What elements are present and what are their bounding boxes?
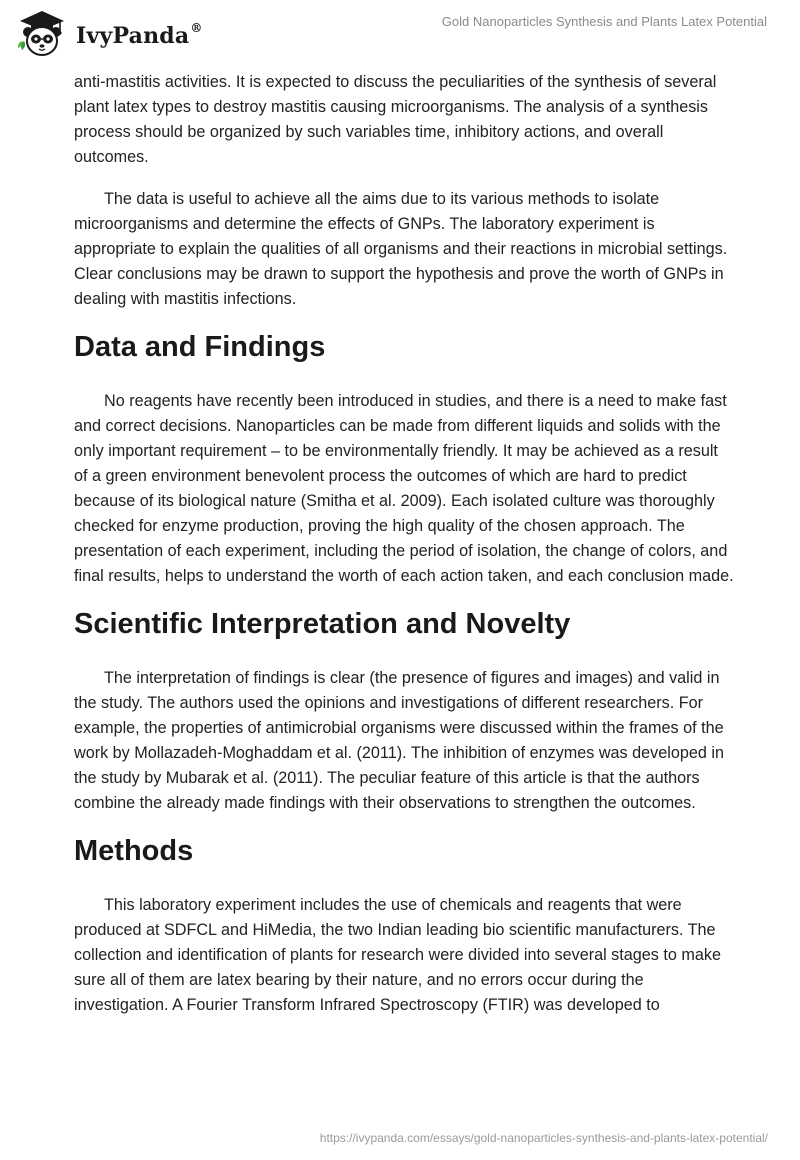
brand-logo[interactable] xyxy=(16,8,203,60)
section-heading: Scientific Interpretation and Novelty xyxy=(74,608,571,640)
article-body xyxy=(74,70,734,1035)
document-title: Gold Nanoparticles Synthesis and Plants Latex Potential xyxy=(441,14,767,29)
section-heading: Methods xyxy=(74,835,194,867)
section-heading: Data and Findings xyxy=(74,331,326,363)
panda-graduate-icon xyxy=(16,8,68,60)
body-paragraph: This laboratory experiment includes the use of chemicals and reagents that were produced at SDFCL and HiMedia, the two Indian leading bio scientific manufacturers. The collection and identification of plants for research were divided into several stages to make sure all of them are latex bearing by their nature, and no errors occur during the investigation. A Fourier Transform Infrared Spectroscopy (FTIR) was developed to xyxy=(74,896,721,1014)
body-paragraph: The data is useful to achieve all the aims due to its various methods to isolate microorganisms and determine the effects of GNPs. The laboratory experiment is appropriate to explain the qualities of all organisms and their reactions in microbial settings. Clear conclusions may be drawn to support the hypothesis and prove the worth of GNPs in dealing with mastitis infections. xyxy=(74,190,728,308)
body-paragraph: No reagents have recently been introduced in studies, and there is a need to make fast and correct decisions. Nanoparticles can be made from different liquids and solids with the only important requirement – to be environmentally friendly. It may be achieved as a result of a green environment benevolent process the outcomes of which are hard to predict because of its biological nature (Smitha et al. 2009). Each isolated culture was thoroughly checked for enzyme production, proving the high quality of the chosen approach. The presentation of each experiment, including the period of isolation, the change of colors, and final results, helps to understand the worth of each action taken, and each conclusion made. xyxy=(74,392,734,585)
body-paragraph: anti-mastitis activities. It is expected to discuss the peculiarities of the synthesis of several plant latex types to destroy mastitis causing microorganisms. The analysis of a synthesis process should be organized by such variables time, inhibitory actions, and overall outcomes. xyxy=(74,73,717,166)
body-paragraph: The interpretation of findings is clear (the presence of figures and images) and valid in the study. The authors used the opinions and investigations of different researchers. For example, the properties of antimicrobial organisms were discussed within the frames of the work by Mollazadeh-Moghaddam et al. (2011). The inhibition of enzymes was developed in the study by Mubarak et al. (2011). The peculiar feature of this article is that the authors combine the already made findings with their observations to strengthen the outcomes. xyxy=(74,669,724,812)
source-url[interactable]: https://ivypanda.com/essays/gold-nanoparticles-synthesis-and-plants-latex-potential/ xyxy=(319,1131,768,1145)
page-header xyxy=(0,0,800,70)
brand-name: IvyPanda® xyxy=(76,21,203,49)
